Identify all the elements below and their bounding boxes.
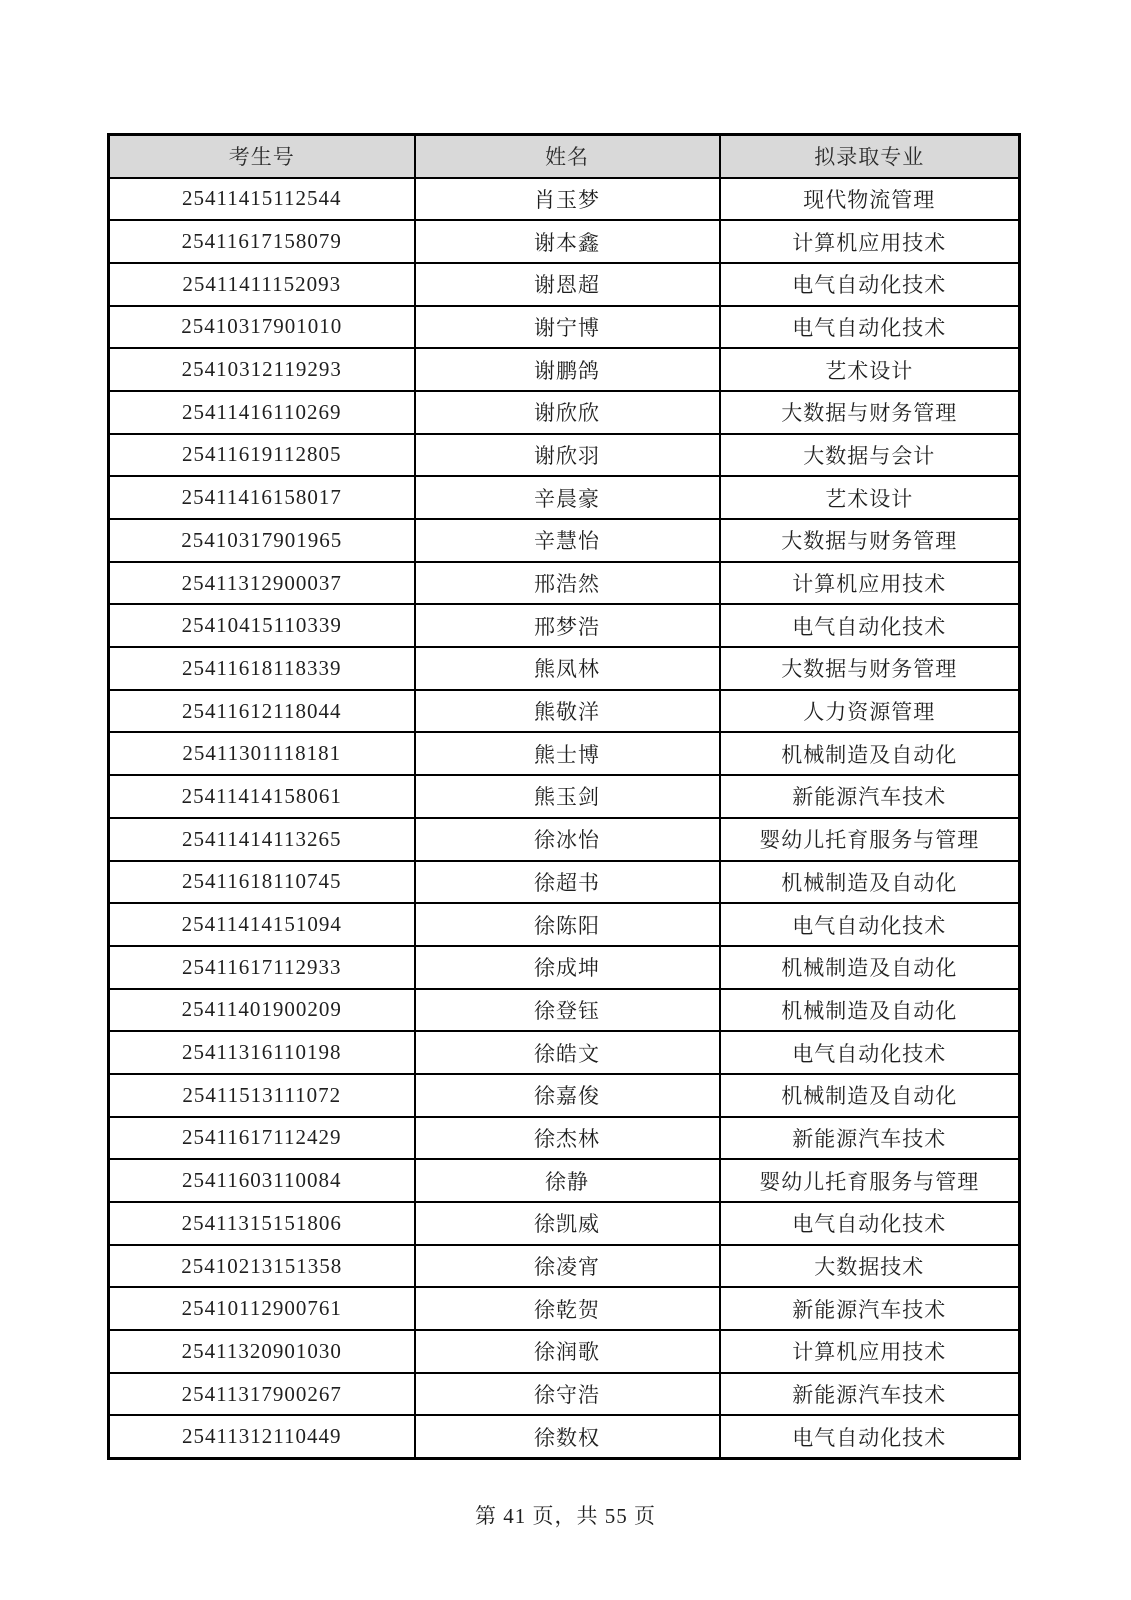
major-cell: 计算机应用技术 bbox=[720, 220, 1020, 263]
candidate-number-cell: 25411401900209 bbox=[109, 989, 415, 1032]
candidate-number-cell: 25411416110269 bbox=[109, 391, 415, 434]
page-number-footer: 第 41 页，共 55 页 bbox=[475, 1504, 656, 1528]
name-cell: 谢欣羽 bbox=[415, 434, 720, 477]
table-header bbox=[109, 135, 1020, 178]
table-row bbox=[109, 989, 1020, 1032]
table-row bbox=[109, 263, 1020, 306]
table-row bbox=[109, 818, 1020, 861]
name-cell: 熊玉剑 bbox=[415, 775, 720, 818]
major-cell: 大数据与财务管理 bbox=[720, 391, 1020, 434]
name-cell: 徐数权 bbox=[415, 1415, 720, 1458]
major-cell: 大数据与会计 bbox=[720, 434, 1020, 477]
name-cell: 谢宁博 bbox=[415, 306, 720, 349]
major-cell: 艺术设计 bbox=[720, 348, 1020, 391]
name-cell: 徐守浩 bbox=[415, 1373, 720, 1416]
candidate-number-cell: 25411603110084 bbox=[109, 1159, 415, 1202]
table-row bbox=[109, 1117, 1020, 1160]
major-cell: 机械制造及自动化 bbox=[720, 1074, 1020, 1117]
table-row bbox=[109, 519, 1020, 562]
table-row bbox=[109, 647, 1020, 690]
header-row bbox=[109, 135, 1020, 178]
table-row bbox=[109, 1159, 1020, 1202]
candidate-number-cell: 25410415110339 bbox=[109, 604, 415, 647]
admission-table bbox=[107, 133, 1021, 1460]
name-cell: 徐杰林 bbox=[415, 1117, 720, 1160]
table-row bbox=[109, 220, 1020, 263]
major-cell: 电气自动化技术 bbox=[720, 263, 1020, 306]
name-cell: 徐凌宵 bbox=[415, 1245, 720, 1288]
candidate-number-cell: 25411617112933 bbox=[109, 946, 415, 989]
name-cell: 肖玉梦 bbox=[415, 178, 720, 221]
name-cell: 徐登钰 bbox=[415, 989, 720, 1032]
name-cell: 徐润歌 bbox=[415, 1330, 720, 1373]
name-cell: 谢本鑫 bbox=[415, 220, 720, 263]
table-row bbox=[109, 562, 1020, 605]
candidate-number-cell: 25411619112805 bbox=[109, 434, 415, 477]
major-cell: 大数据与财务管理 bbox=[720, 519, 1020, 562]
name-cell: 徐乾贺 bbox=[415, 1287, 720, 1330]
name-cell: 邢浩然 bbox=[415, 562, 720, 605]
major-cell: 新能源汽车技术 bbox=[720, 1117, 1020, 1160]
major-cell: 大数据与财务管理 bbox=[720, 647, 1020, 690]
name-cell: 谢鹏鸽 bbox=[415, 348, 720, 391]
name-cell: 谢恩超 bbox=[415, 263, 720, 306]
table-row bbox=[109, 391, 1020, 434]
table-row bbox=[109, 1415, 1020, 1458]
table-row bbox=[109, 348, 1020, 391]
name-cell: 辛晨豪 bbox=[415, 476, 720, 519]
table-row bbox=[109, 1031, 1020, 1074]
name-cell: 徐凯威 bbox=[415, 1202, 720, 1245]
candidate-number-cell: 25411416158017 bbox=[109, 476, 415, 519]
candidate-number-cell: 25410317901965 bbox=[109, 519, 415, 562]
major-cell: 艺术设计 bbox=[720, 476, 1020, 519]
name-cell: 徐嘉俊 bbox=[415, 1074, 720, 1117]
table-row bbox=[109, 604, 1020, 647]
candidate-number-cell: 25411513111072 bbox=[109, 1074, 415, 1117]
major-cell: 机械制造及自动化 bbox=[720, 732, 1020, 775]
candidate-number-cell: 25411618118339 bbox=[109, 647, 415, 690]
candidate-number-cell: 25411312110449 bbox=[109, 1415, 415, 1458]
column-header-candidate-number: 考生号 bbox=[109, 135, 415, 178]
candidate-number-cell: 25411415112544 bbox=[109, 178, 415, 221]
major-cell: 计算机应用技术 bbox=[720, 562, 1020, 605]
name-cell: 熊凤林 bbox=[415, 647, 720, 690]
table-row bbox=[109, 1245, 1020, 1288]
table-row bbox=[109, 306, 1020, 349]
name-cell: 徐静 bbox=[415, 1159, 720, 1202]
table-body bbox=[109, 178, 1020, 1459]
candidate-number-cell: 25410213151358 bbox=[109, 1245, 415, 1288]
table-row bbox=[109, 1202, 1020, 1245]
candidate-number-cell: 25410112900761 bbox=[109, 1287, 415, 1330]
major-cell: 大数据技术 bbox=[720, 1245, 1020, 1288]
major-cell: 电气自动化技术 bbox=[720, 903, 1020, 946]
major-cell: 婴幼儿托育服务与管理 bbox=[720, 818, 1020, 861]
table-row bbox=[109, 178, 1020, 221]
candidate-number-cell: 25411414113265 bbox=[109, 818, 415, 861]
candidate-number-cell: 25411317900267 bbox=[109, 1373, 415, 1416]
candidate-number-cell: 25410317901010 bbox=[109, 306, 415, 349]
table-row bbox=[109, 1373, 1020, 1416]
major-cell: 电气自动化技术 bbox=[720, 604, 1020, 647]
name-cell: 徐成坤 bbox=[415, 946, 720, 989]
table-row bbox=[109, 690, 1020, 733]
major-cell: 机械制造及自动化 bbox=[720, 861, 1020, 904]
name-cell: 徐冰怡 bbox=[415, 818, 720, 861]
table-row bbox=[109, 903, 1020, 946]
major-cell: 电气自动化技术 bbox=[720, 1031, 1020, 1074]
major-cell: 婴幼儿托育服务与管理 bbox=[720, 1159, 1020, 1202]
major-cell: 电气自动化技术 bbox=[720, 1202, 1020, 1245]
major-cell: 电气自动化技术 bbox=[720, 306, 1020, 349]
name-cell: 熊敬洋 bbox=[415, 690, 720, 733]
major-cell: 机械制造及自动化 bbox=[720, 946, 1020, 989]
candidate-number-cell: 25411618110745 bbox=[109, 861, 415, 904]
column-header-major: 拟录取专业 bbox=[720, 135, 1020, 178]
name-cell: 谢欣欣 bbox=[415, 391, 720, 434]
name-cell: 徐皓文 bbox=[415, 1031, 720, 1074]
candidate-number-cell: 25411320901030 bbox=[109, 1330, 415, 1373]
table-row bbox=[109, 732, 1020, 775]
major-cell: 新能源汽车技术 bbox=[720, 775, 1020, 818]
name-cell: 熊士博 bbox=[415, 732, 720, 775]
major-cell: 人力资源管理 bbox=[720, 690, 1020, 733]
name-cell: 邢梦浩 bbox=[415, 604, 720, 647]
major-cell: 新能源汽车技术 bbox=[720, 1287, 1020, 1330]
candidate-number-cell: 25411301118181 bbox=[109, 732, 415, 775]
table-row bbox=[109, 1287, 1020, 1330]
candidate-number-cell: 25411617112429 bbox=[109, 1117, 415, 1160]
table-row bbox=[109, 476, 1020, 519]
candidate-number-cell: 25411312900037 bbox=[109, 562, 415, 605]
name-cell: 徐超书 bbox=[415, 861, 720, 904]
major-cell: 计算机应用技术 bbox=[720, 1330, 1020, 1373]
candidate-number-cell: 25411612118044 bbox=[109, 690, 415, 733]
name-cell: 辛慧怡 bbox=[415, 519, 720, 562]
column-header-name: 姓名 bbox=[415, 135, 720, 178]
major-cell: 现代物流管理 bbox=[720, 178, 1020, 221]
table-row bbox=[109, 1074, 1020, 1117]
major-cell: 电气自动化技术 bbox=[720, 1415, 1020, 1458]
candidate-number-cell: 25411414158061 bbox=[109, 775, 415, 818]
major-cell: 机械制造及自动化 bbox=[720, 989, 1020, 1032]
candidate-number-cell: 25411316110198 bbox=[109, 1031, 415, 1074]
table-row bbox=[109, 861, 1020, 904]
candidate-number-cell: 25411315151806 bbox=[109, 1202, 415, 1245]
table-row bbox=[109, 946, 1020, 989]
candidate-number-cell: 25411414151094 bbox=[109, 903, 415, 946]
candidate-number-cell: 25411617158079 bbox=[109, 220, 415, 263]
candidate-number-cell: 25410312119293 bbox=[109, 348, 415, 391]
table-row bbox=[109, 434, 1020, 477]
table-row bbox=[109, 1330, 1020, 1373]
name-cell: 徐陈阳 bbox=[415, 903, 720, 946]
major-cell: 新能源汽车技术 bbox=[720, 1373, 1020, 1416]
candidate-number-cell: 25411411152093 bbox=[109, 263, 415, 306]
table-row bbox=[109, 775, 1020, 818]
